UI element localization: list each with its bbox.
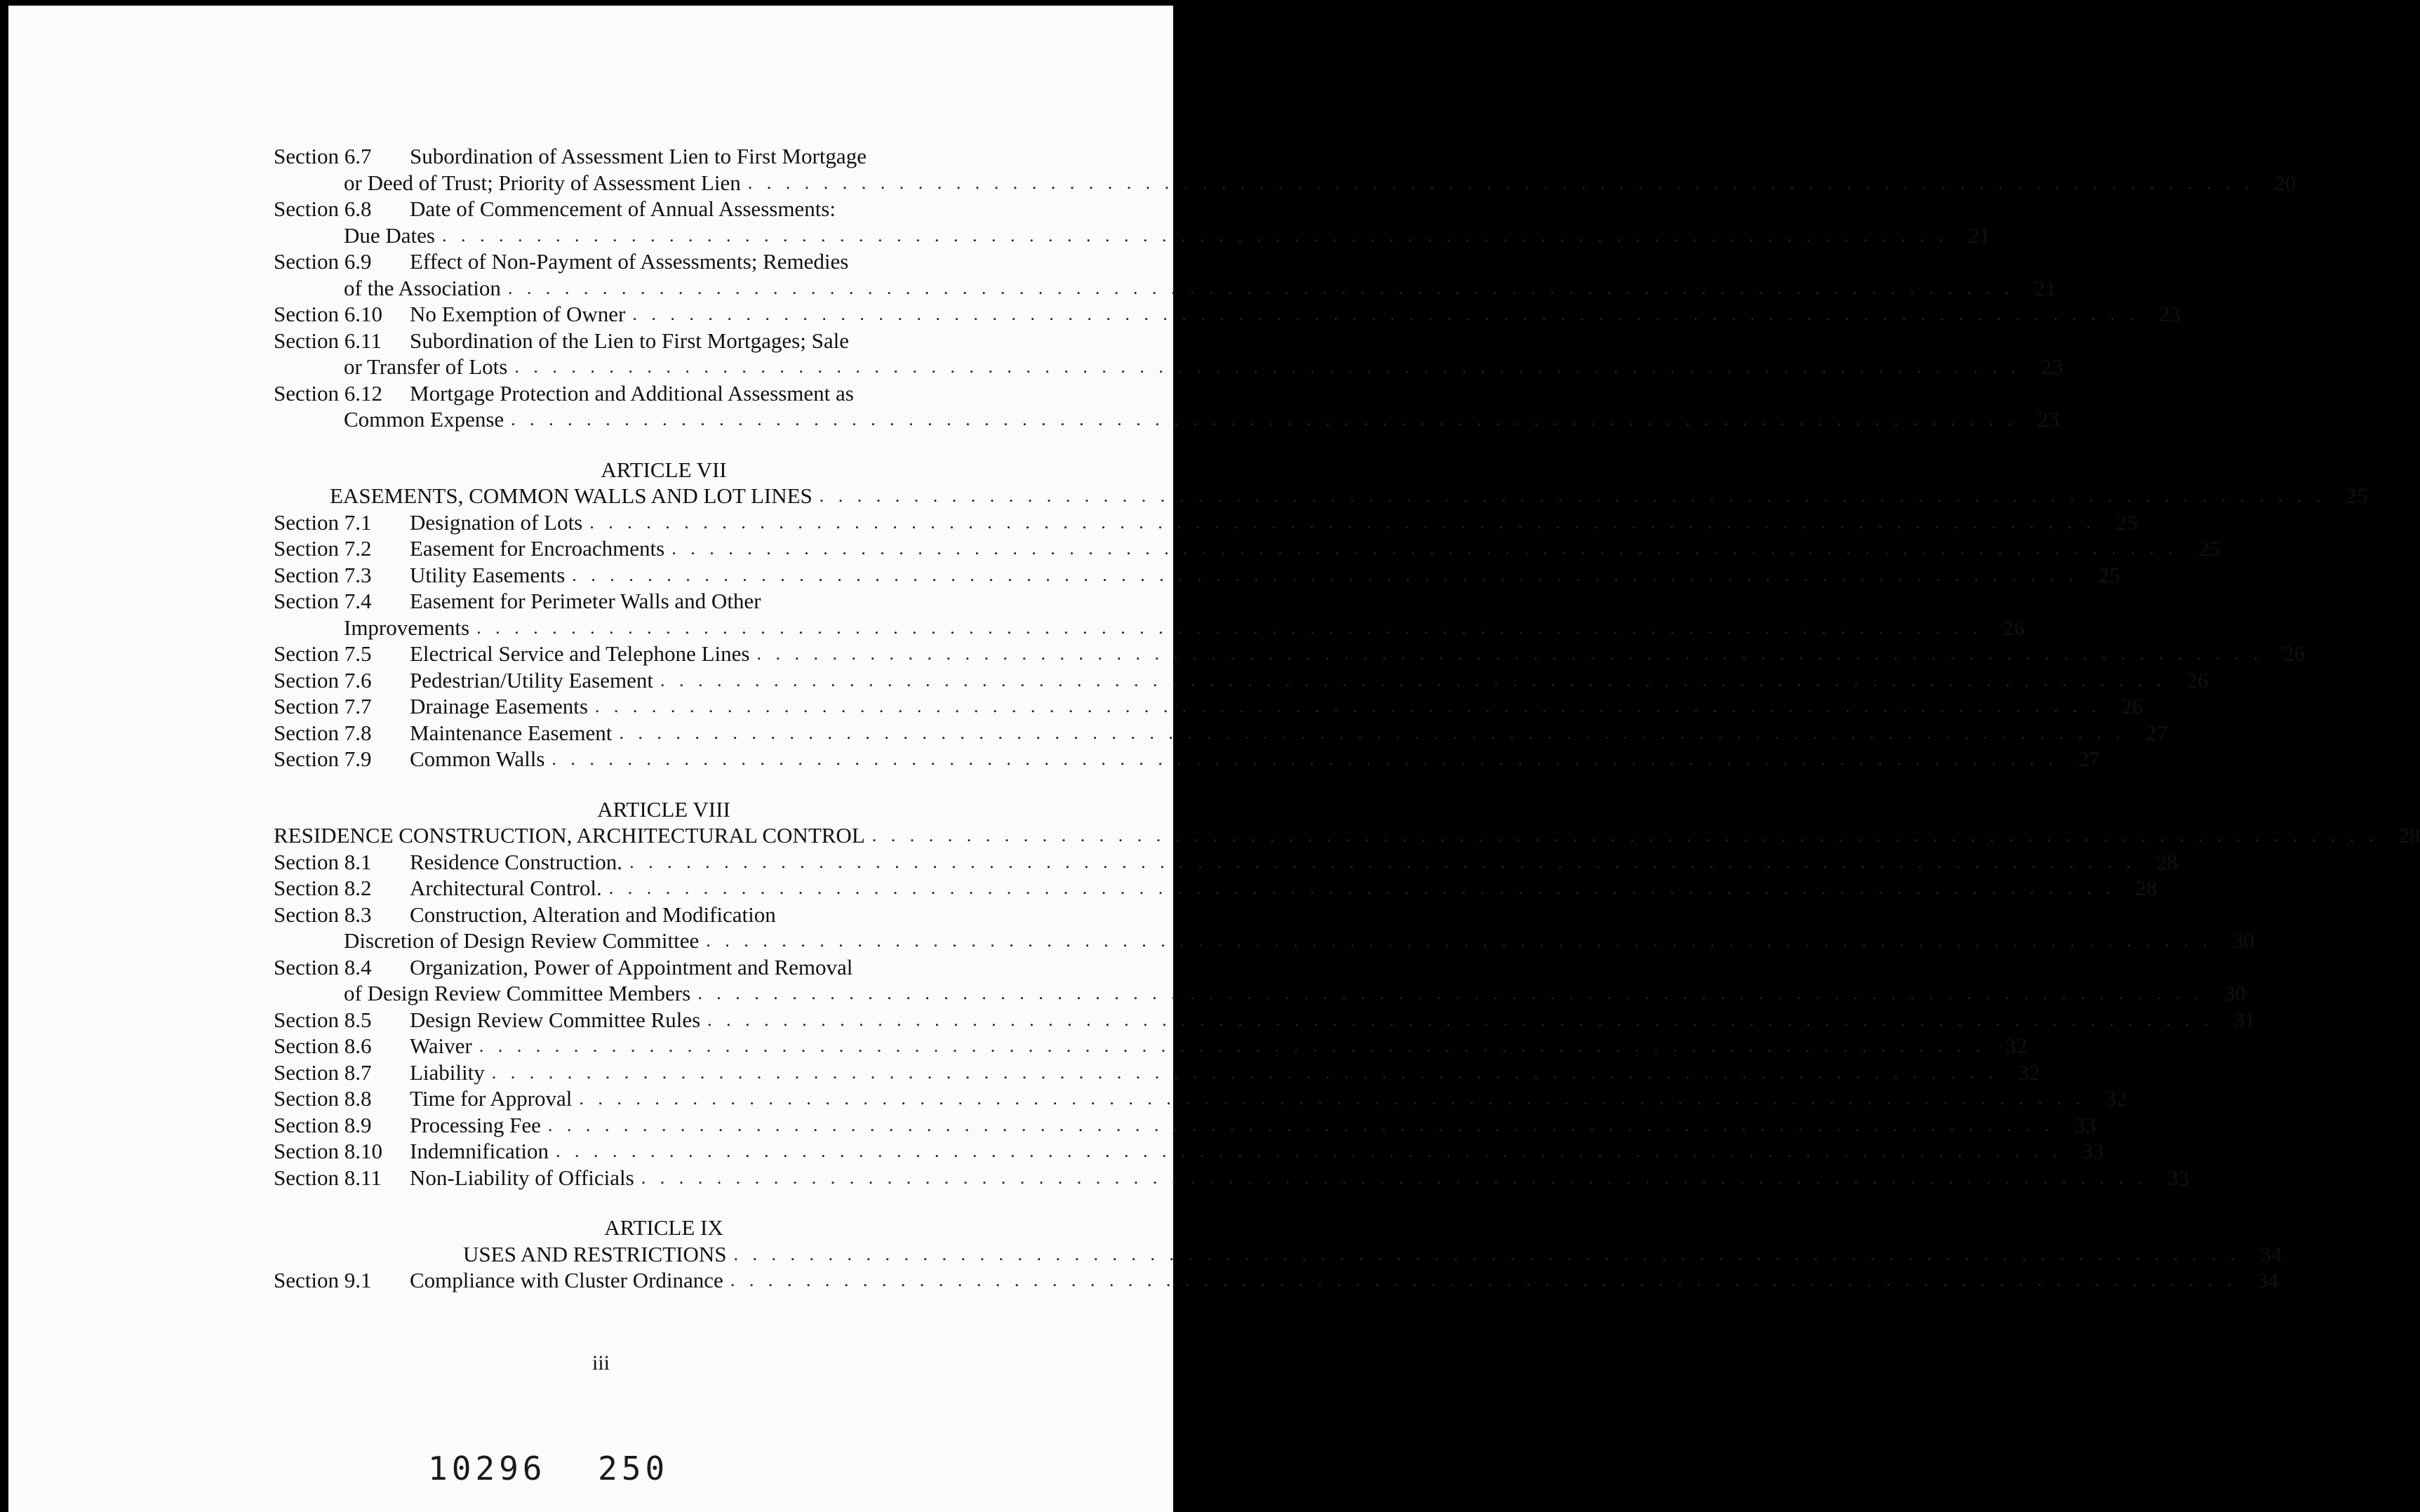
section-number: Section 8.7 <box>274 1059 372 1085</box>
section-title: No Exemption of Owner <box>410 302 626 326</box>
section-title: Subordination of Assessment Lien to First Mortgage <box>410 144 867 168</box>
section-number: Section 8.3 <box>274 902 372 927</box>
section-number: Section 7.8 <box>274 720 372 745</box>
toc-entry <box>274 693 2144 720</box>
page-number-ref: 20 <box>2274 170 2297 195</box>
page-number-ref: 32 <box>2005 1033 2028 1058</box>
page-number-ref: 25 <box>2198 536 2220 561</box>
article-title-row <box>274 1241 2282 1268</box>
toc-entry-line2 <box>274 170 2297 196</box>
section-number: Section 7.9 <box>274 747 372 771</box>
article-title: USES AND RESTRICTIONS <box>463 1241 727 1266</box>
section-title-continued: or Transfer of Lots <box>344 354 508 379</box>
page-number-ref: 34 <box>2260 1241 2282 1266</box>
toc-entry-line1 <box>274 248 1054 275</box>
leader-dots: . . . . . . . . . . . . . . . . . . . . . . . . . . . . . . . . . . . . . . . . . . . . . . . . . . . . . . . . . . . . . . . . . . . . . . . . . . . . . . . . <box>547 1114 2054 1135</box>
page-number-ref: 23 <box>2158 302 2181 326</box>
toc-entry <box>274 562 2120 589</box>
page-number-ref: 25 <box>2346 483 2368 508</box>
toc-entry-line2 <box>274 928 2254 954</box>
toc-entry-line <box>274 1059 2040 1086</box>
section-title: Time for Approval <box>410 1086 573 1111</box>
toc-entry <box>274 380 2059 433</box>
section-title: Easement for Perimeter Walls and Other <box>410 589 761 613</box>
section-title: Liability <box>410 1059 485 1085</box>
section-number: Section 8.11 <box>274 1165 382 1190</box>
section-number: Section 6.10 <box>274 302 382 326</box>
article-heading: ARTICLE IX <box>604 1215 723 1240</box>
toc-entry <box>274 301 2181 328</box>
page-number-ref: 28 <box>2155 849 2178 874</box>
section-number: Section 7.2 <box>274 536 372 561</box>
section-number: Section 8.8 <box>274 1086 372 1111</box>
section-title: Effect of Non-Payment of Assessments; Remedies <box>410 249 849 274</box>
leader-dots: . . . . . . . . . . . . . . . . . . . . . . . . . . . . . . . . . . . . . . . . . . . . . . . . . . . . . . . . . . . . . . . . . . . . . . . . . . . . . . . . <box>491 1062 1998 1083</box>
leader-dots: . . . . . . . . . . . . . . . . . . . . . . . . . . . . . . . . . . . . . . . . . . . . . . . . . . . . . . . . . . . . . . . . . . . . . . . . . . . . . . . . <box>514 356 2021 377</box>
toc-entry-line <box>274 746 2100 772</box>
page-number-ref: 26 <box>2121 694 2144 718</box>
leader-dots: . . . . . . . . . . . . . . . . . . . . . . . . . . . . . . . . . . . . . . . . . . . . . . . . . . . . . . . . . . . . . . . . . . . . . . . . . . . . . . . . <box>730 1270 2237 1290</box>
article-heading: ARTICLE VIII <box>597 796 730 822</box>
leader-dots: . . . . . . . . . . . . . . . . . . . . . . . . . . . . . . . . . . . . . . . . . . . . . . . . . . . . . . . . . . . . . . . . . . . . . . . . . . . . . . . . <box>441 225 1948 246</box>
toc-entry-line2 <box>274 406 2059 433</box>
page-number-ref: 32 <box>2105 1086 2127 1111</box>
section-number: Section 6.8 <box>274 196 372 221</box>
page-number-ref: 30 <box>2232 928 2254 953</box>
page-number-ref: 32 <box>2018 1059 2040 1085</box>
toc-entry-line <box>274 1112 2097 1139</box>
leader-dots: . . . . . . . . . . . . . . . . . . . . . . . . . . . . . . . . . . . . . . . . . . . . . . . . . . . . . . . . . . . . . . . . . . . . . . . . . . . . . . . . <box>641 1167 2148 1188</box>
toc-entry <box>274 720 2167 747</box>
toc-entry-line <box>274 509 2138 536</box>
leader-dots: . . . . . . . . . . . . . . . . . . . . . . . . . . . . . . . . . . . . . . . . . . . . . . . . . . . . . . . . . . . . . . . . . . . . . . . . . . . . . . . . <box>579 1088 2085 1109</box>
toc-entry <box>274 641 2305 667</box>
page-number-ref: 27 <box>2145 720 2167 745</box>
toc-entry <box>274 328 2063 380</box>
page-number-ref: 21 <box>1968 222 1991 248</box>
toc-entry <box>274 1165 2190 1191</box>
toc-entry-line2 <box>274 275 2057 302</box>
section-number: Section 6.7 <box>274 144 372 168</box>
section-title: Drainage Easements <box>410 694 588 718</box>
toc-entry <box>274 1059 2040 1086</box>
table-of-contents <box>274 143 2420 1294</box>
section-title: Mortgage Protection and Additional Assessment as <box>410 380 854 406</box>
toc-entry <box>274 143 2297 196</box>
leader-dots: . . . . . . . . . . . . . . . . . . . . . . . . . . . . . . . . . . . . . . . . . . . . . . . . . . . . . . . . . . . . . . . . . . . . . . . . . . . . . . . . <box>572 564 2078 585</box>
toc-entry-line2 <box>274 980 2246 1007</box>
toc-entry-line <box>274 1033 2028 1059</box>
toc-entry <box>274 875 2158 902</box>
leader-dots: . . . . . . . . . . . . . . . . . . . . . . . . . . . . . . . . . . . . . . . . . . . . . . . . . . . . . . . . . . . . . . . . . . . . . . . . . . . . . . . . <box>707 1009 2214 1030</box>
article-title: RESIDENCE CONSTRUCTION, ARCHITECTURAL CONTROL <box>274 823 865 848</box>
section-title-continued: of Design Review Committee Members <box>344 981 691 1005</box>
section-title-continued: Due Dates <box>344 222 435 248</box>
section-number: Section 8.5 <box>274 1007 372 1032</box>
toc-entry <box>274 1267 2279 1294</box>
section-title: Waiver <box>410 1033 472 1058</box>
article-title-row <box>274 822 2420 849</box>
section-title-continued: Common Expense <box>344 407 504 431</box>
toc-entry-line1 <box>274 143 1054 170</box>
toc-entry <box>274 1138 2104 1165</box>
section-number: Section 8.4 <box>274 954 372 979</box>
toc-entry-line <box>274 1085 2127 1112</box>
section-title-continued: of the Association <box>344 275 501 300</box>
section-title: Organization, Power of Appointment and Removal <box>410 954 853 979</box>
toc-entry-line <box>274 693 2144 720</box>
section-title-continued: Improvements <box>344 615 470 640</box>
page-number: iii <box>591 1351 610 1374</box>
toc-entry-line1 <box>274 902 1054 928</box>
toc-entry <box>274 248 2057 301</box>
leader-dots: . . . . . . . . . . . . . . . . . . . . . . . . . . . . . . . . . . . . . . . . . . . . . . . . . . . . . . . . . . . . . . . . . . . . . . . . . . . . . . . . <box>697 983 2204 1003</box>
document-page <box>8 6 2420 1512</box>
page-number-ref: 27 <box>2078 747 2100 771</box>
page-number-ref: 25 <box>2098 562 2120 587</box>
section-number: Section 6.12 <box>274 380 382 406</box>
toc-entry <box>274 509 2138 536</box>
leader-dots: . . . . . . . . . . . . . . . . . . . . . . . . . . . . . . . . . . . . . . . . . . . . . . . . . . . . . . . . . . . . . . . . . . . . . . . . . . . . . . . . <box>871 825 2379 845</box>
section-number: Section 7.7 <box>274 694 372 718</box>
leader-dots: . . . . . . . . . . . . . . . . . . . . . . . . . . . . . . . . . . . . . . . . . . . . . . . . . . . . . . . . . . . . . . . . . . . . . . . . . . . . . . . . <box>706 930 2212 951</box>
section-title: Utility Easements <box>410 562 566 587</box>
toc-entry-line <box>274 641 2305 667</box>
toc-entry <box>274 1112 2097 1139</box>
toc-entry <box>274 1033 2028 1059</box>
section-title-continued: Discretion of Design Review Committee <box>344 928 700 953</box>
leader-dots: . . . . . . . . . . . . . . . . . . . . . . . . . . . . . . . . . . . . . . . . . . . . . . . . . . . . . . . . . . . . . . . . . . . . . . . . . . . . . . . . <box>479 1036 1986 1056</box>
toc-entry-line <box>274 1165 2190 1191</box>
leader-dots: . . . . . . . . . . . . . . . . . . . . . . . . . . . . . . . . . . . . . . . . . . . . . . . . . . . . . . . . . . . . . . . . . . . . . . . . . . . . . . . . <box>511 409 2017 429</box>
section-title: Electrical Service and Telephone Lines <box>410 641 750 666</box>
page-number-ref: 26 <box>2003 615 2025 640</box>
toc-entry-line <box>274 1138 2104 1165</box>
leader-dots: . . . . . . . . . . . . . . . . . . . . . . . . . . . . . . . . . . . . . . . . . . . . . . . . . . . . . . . . . . . . . . . . . . . . . . . . . . . . . . . . <box>747 172 2254 193</box>
section-number: Section 6.9 <box>274 249 372 274</box>
leader-dots: . . . . . . . . . . . . . . . . . . . . . . . . . . . . . . . . . . . . . . . . . . . . . . . . . . . . . . . . . . . . . . . . . . . . . . . . . . . . . . . . <box>476 617 1983 638</box>
page-number-ref: 26 <box>2282 641 2305 666</box>
toc-entry-line <box>274 562 2120 589</box>
section-number: Section 7.4 <box>274 589 372 613</box>
toc-entry <box>274 667 2209 694</box>
toc-entry <box>274 849 2178 876</box>
section-title: Easement for Encroachments <box>410 536 665 561</box>
toc-entry <box>274 902 2254 954</box>
section-number: Section 8.9 <box>274 1112 372 1137</box>
toc-entry-line2 <box>274 615 2025 641</box>
leader-dots: . . . . . . . . . . . . . . . . . . . . . . . . . . . . . . . . . . . . . . . . . . . . . . . . . . . . . . . . . . . . . . . . . . . . . . . . . . . . . . . . <box>819 486 2326 506</box>
section-number: Section 8.1 <box>274 849 372 874</box>
section-title-continued: or Deed of Trust; Priority of Assessment Lien <box>344 170 741 195</box>
toc-entry <box>274 746 2100 772</box>
page-number-ref: 25 <box>2115 509 2138 535</box>
toc-entry <box>274 1085 2127 1112</box>
page-number-ref: 33 <box>2082 1139 2104 1163</box>
leader-dots: . . . . . . . . . . . . . . . . . . . . . . . . . . . . . . . . . . . . . . . . . . . . . . . . . . . . . . . . . . . . . . . . . . . . . . . . . . . . . . . . <box>629 851 2136 872</box>
page-number-ref: 28 <box>2135 876 2158 900</box>
page-number-ref: 21 <box>2034 275 2057 300</box>
section-number: Section 8.6 <box>274 1033 372 1058</box>
leader-dots: . . . . . . . . . . . . . . . . . . . . . . . . . . . . . . . . . . . . . . . . . . . . . . . . . . . . . . . . . . . . . . . . . . . . . . . . . . . . . . . . <box>608 878 2115 898</box>
leader-dots: . . . . . . . . . . . . . . . . . . . . . . . . . . . . . . . . . . . . . . . . . . . . . . . . . . . . . . . . . . . . . . . . . . . . . . . . . . . . . . . . <box>507 277 2014 298</box>
section-number: Section 8.10 <box>274 1139 382 1163</box>
section-number: Section 7.6 <box>274 667 372 693</box>
toc-entry-line <box>274 1267 2279 1294</box>
leader-dots: . . . . . . . . . . . . . . . . . . . . . . . . . . . . . . . . . . . . . . . . . . . . . . . . . . . . . . . . . . . . . . . . . . . . . . . . . . . . . . . . <box>660 669 2167 690</box>
leader-dots: . . . . . . . . . . . . . . . . . . . . . . . . . . . . . . . . . . . . . . . . . . . . . . . . . . . . . . . . . . . . . . . . . . . . . . . . . . . . . . . . <box>594 696 2101 716</box>
toc-entry-line1 <box>274 380 1054 407</box>
section-title: Date of Commencement of Annual Assessments: <box>410 196 836 221</box>
toc-entry-line <box>274 301 2181 328</box>
section-number: Section 6.11 <box>274 328 382 353</box>
section-title: Construction, Alteration and Modification <box>410 902 776 927</box>
toc-entry <box>274 588 2025 641</box>
toc-entry-line1 <box>274 954 1054 981</box>
section-number: Section 9.1 <box>274 1268 372 1292</box>
section-title: Subordination of the Lien to First Mortgages; Sale <box>410 328 849 353</box>
page-number-ref: 33 <box>2074 1112 2097 1137</box>
section-title: Non-Liability of Officials <box>410 1165 634 1190</box>
section-title: Processing Fee <box>410 1112 541 1137</box>
toc-entry-line <box>274 535 2220 562</box>
leader-dots: . . . . . . . . . . . . . . . . . . . . . . . . . . . . . . . . . . . . . . . . . . . . . . . . . . . . . . . . . . . . . . . . . . . . . . . . . . . . . . . . <box>733 1243 2240 1264</box>
section-title: Residence Construction. <box>410 849 623 874</box>
leader-dots: . . . . . . . . . . . . . . . . . . . . . . . . . . . . . . . . . . . . . . . . . . . . . . . . . . . . . . . . . . . . . . . . . . . . . . . . . . . . . . . . <box>756 643 2263 664</box>
toc-entry-line <box>274 720 2167 747</box>
page-number-ref: 28 <box>2398 823 2420 848</box>
toc-entry <box>274 196 1991 248</box>
page-number-ref: 26 <box>2186 667 2209 693</box>
article-title-row <box>274 483 2368 509</box>
leader-dots: . . . . . . . . . . . . . . . . . . . . . . . . . . . . . . . . . . . . . . . . . . . . . . . . . . . . . . . . . . . . . . . . . . . . . . . . . . . . . . . . <box>632 304 2139 324</box>
page-number-ref: 31 <box>2233 1007 2256 1032</box>
page-number-ref: 23 <box>2040 354 2063 379</box>
toc-entry-line1 <box>274 196 1054 222</box>
toc-entry-line <box>274 849 2178 876</box>
toc-entry <box>274 954 2246 1007</box>
section-title: Common Walls <box>410 747 545 771</box>
toc-entry-line <box>274 667 2209 694</box>
toc-entry <box>274 1007 2256 1033</box>
page-number-ref: 30 <box>2224 981 2246 1005</box>
toc-entry-line1 <box>274 328 1054 354</box>
leader-dots: . . . . . . . . . . . . . . . . . . . . . . . . . . . . . . . . . . . . . . . . . . . . . . . . . . . . . . . . . . . . . . . . . . . . . . . . . . . . . . . . <box>671 538 2178 558</box>
toc-entry-line2 <box>274 354 2063 380</box>
document-stamp-number: 10296 250 <box>428 1450 669 1487</box>
section-number: Section 8.2 <box>274 876 372 900</box>
toc-entry-line2 <box>274 222 1991 249</box>
page-number-ref: 23 <box>2037 407 2059 431</box>
section-title: Pedestrian/Utility Easement <box>410 667 653 693</box>
toc-entry-line1 <box>274 588 1054 615</box>
page-number-ref: 33 <box>2167 1165 2190 1190</box>
leader-dots: . . . . . . . . . . . . . . . . . . . . . . . . . . . . . . . . . . . . . . . . . . . . . . . . . . . . . . . . . . . . . . . . . . . . . . . . . . . . . . . . <box>556 1141 2062 1161</box>
section-number: Section 7.1 <box>274 509 372 535</box>
toc-entry <box>274 535 2220 562</box>
section-title: Design Review Committee Rules <box>410 1007 701 1032</box>
section-number: Section 7.3 <box>274 562 372 587</box>
section-title: Designation of Lots <box>410 509 583 535</box>
leader-dots: . . . . . . . . . . . . . . . . . . . . . . . . . . . . . . . . . . . . . . . . . . . . . . . . . . . . . . . . . . . . . . . . . . . . . . . . . . . . . . . . <box>619 722 2125 743</box>
section-title: Compliance with Cluster Ordinance <box>410 1268 723 1292</box>
section-number: Section 7.5 <box>274 641 372 666</box>
article-title: EASEMENTS, COMMON WALLS AND LOT LINES <box>330 483 813 508</box>
section-title: Indemnification <box>410 1139 549 1163</box>
toc-entry-line <box>274 875 2158 902</box>
leader-dots: . . . . . . . . . . . . . . . . . . . . . . . . . . . . . . . . . . . . . . . . . . . . . . . . . . . . . . . . . . . . . . . . . . . . . . . . . . . . . . . . <box>551 749 2058 769</box>
article-heading: ARTICLE VII <box>601 457 727 482</box>
page-number-ref: 34 <box>2257 1268 2279 1292</box>
section-title: Maintenance Easement <box>410 720 613 745</box>
section-title: Architectural Control. <box>410 876 602 900</box>
leader-dots: . . . . . . . . . . . . . . . . . . . . . . . . . . . . . . . . . . . . . . . . . . . . . . . . . . . . . . . . . . . . . . . . . . . . . . . . . . . . . . . . <box>589 511 2096 533</box>
toc-entry-line <box>274 1007 2256 1033</box>
